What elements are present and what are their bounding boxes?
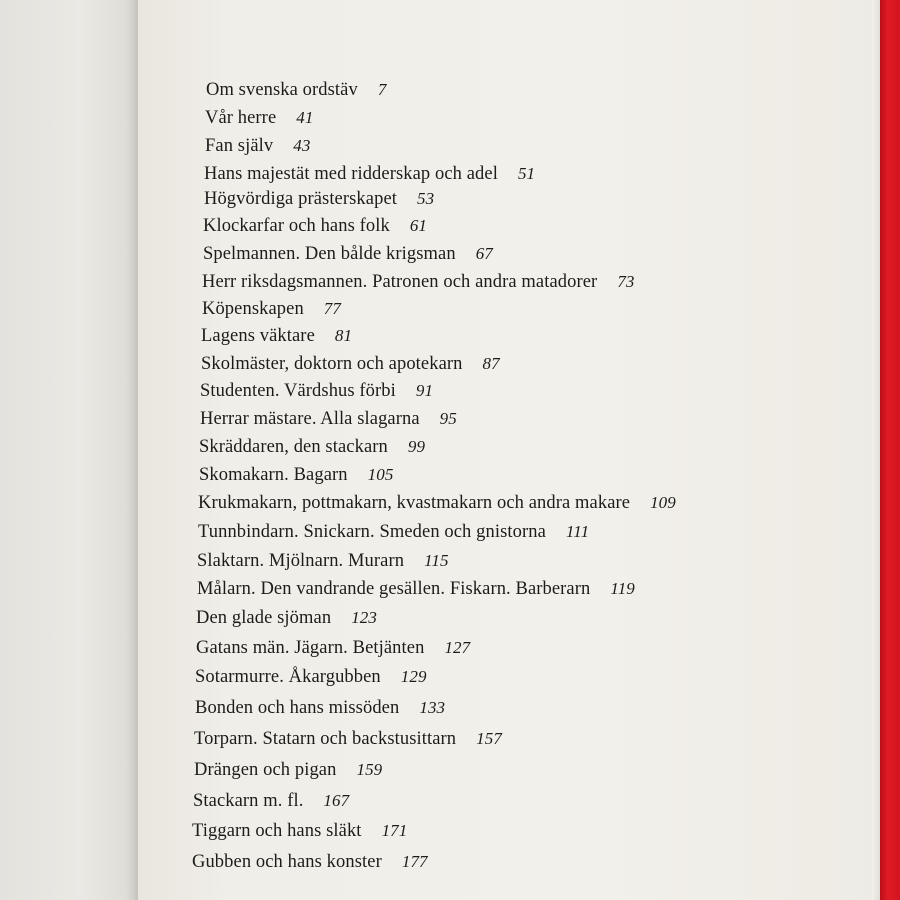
toc-entry — [195, 697, 445, 719]
toc-entry — [194, 728, 502, 750]
toc-entry — [197, 550, 449, 572]
toc-entry — [203, 243, 493, 265]
toc-entry-title: Lagens väktare — [201, 326, 315, 346]
toc-entry-page: 67 — [475, 244, 493, 263]
toc-entry-title: Skolmäster, doktorn och apotekarn — [201, 354, 463, 374]
toc-entry-title: Drängen och pigan — [194, 760, 337, 780]
toc-entry-title: Klockarfar och hans folk — [203, 216, 390, 236]
toc-entry — [205, 135, 310, 157]
toc-entry — [194, 759, 382, 781]
toc-entry — [200, 380, 433, 402]
toc-entry — [198, 521, 589, 543]
toc-entry-page: 43 — [293, 136, 311, 155]
toc-entry-title: Gubben och hans konster — [192, 852, 382, 872]
toc-entry-page: 41 — [296, 108, 314, 127]
toc-entry-title: Bonden och hans missöden — [195, 698, 400, 718]
toc-entry — [202, 271, 635, 293]
toc-entry — [204, 188, 434, 210]
toc-entry — [192, 851, 428, 873]
toc-entry-title: Högvördiga prästerskapet — [204, 189, 397, 209]
toc-entry-page: 73 — [617, 272, 635, 291]
toc-entry — [203, 215, 427, 237]
toc-entry — [201, 325, 352, 347]
toc-entry-page: 119 — [610, 579, 635, 598]
toc-entry-page: 95 — [439, 409, 457, 428]
toc-entry-title: Om svenska ordstäv — [206, 80, 358, 100]
toc-entry-title: Stackarn m. fl. — [193, 791, 304, 811]
toc-entry-page: 133 — [419, 698, 446, 717]
toc-entry-title: Krukmakarn, pottmakarn, kvastmakarn och andra makare — [198, 493, 631, 513]
toc-entry-page: 105 — [367, 465, 394, 484]
toc-entry-title: Slaktarn. Mjölnarn. Murarn — [197, 551, 405, 571]
toc-entry-page: 99 — [407, 437, 426, 456]
toc-entry — [197, 578, 635, 600]
toc-entry-page: 159 — [356, 760, 383, 779]
toc-entry-title: Herr riksdagsmannen. Patronen och andra matadorer — [202, 272, 598, 292]
toc-entry-title: Hans majestät med ridderskap och adel — [204, 164, 498, 184]
toc-entry-page: 115 — [424, 551, 449, 570]
toc-entry — [201, 353, 500, 375]
toc-entry-page: 157 — [476, 729, 502, 748]
toc-entry — [205, 107, 313, 129]
toc-entry — [202, 298, 341, 320]
toc-entry — [196, 637, 470, 659]
toc-entry — [196, 607, 377, 629]
toc-entry-page: 91 — [415, 381, 434, 400]
toc-entry-title: Sotarmurre. Åkargubben — [195, 667, 381, 687]
toc-entry-page: 177 — [401, 852, 428, 871]
toc-entry-title: Den glade sjöman — [196, 608, 332, 628]
toc-entry — [195, 666, 427, 688]
toc-entry-page: 167 — [323, 791, 350, 810]
toc-entry — [192, 820, 407, 842]
toc-entry-page: 77 — [323, 299, 341, 318]
toc-entry-page: 171 — [381, 821, 408, 840]
toc-entry-title: Herrar mästare. Alla slagarna — [200, 409, 420, 429]
toc-entry-page: 111 — [565, 522, 590, 541]
toc-entry-page: 127 — [444, 638, 471, 657]
toc-entry-title: Skomakarn. Bagarn — [199, 465, 348, 485]
toc-entry-page: 53 — [417, 189, 435, 208]
toc-entry-title: Vår herre — [205, 108, 277, 128]
toc-entry — [199, 436, 425, 458]
toc-entry-title: Torparn. Statarn och backstusittarn — [194, 729, 457, 749]
toc-entry-page: 87 — [482, 354, 500, 373]
toc-entry — [193, 790, 349, 812]
toc-entry-page: 61 — [409, 216, 428, 235]
toc-entry-title: Fan själv — [205, 136, 274, 156]
toc-entry — [198, 492, 676, 514]
toc-entry-title: Köpenskapen — [202, 299, 304, 319]
toc-entry-page: 109 — [650, 493, 676, 512]
toc-entry-title: Målarn. Den vandrande gesällen. Fiskarn. Barberarn — [197, 579, 591, 599]
toc-entry-page: 81 — [334, 326, 353, 345]
toc-entry-title: Spelmannen. Den bålde krigsman — [203, 244, 456, 264]
toc-entry-page: 7 — [377, 80, 387, 99]
toc-entry-page: 123 — [351, 608, 377, 627]
toc-entry-page: 129 — [400, 667, 427, 686]
toc-entry — [199, 464, 393, 486]
toc-entry-title: Studenten. Värdshus förbi — [200, 381, 396, 401]
toc-entry-title: Gatans män. Jägarn. Betjänten — [196, 638, 425, 658]
toc-entry-title: Tiggarn och hans släkt — [192, 821, 362, 841]
toc-entry — [206, 79, 386, 101]
toc-entry-page: 51 — [517, 164, 536, 183]
toc-entry-title: Tunnbindarn. Snickarn. Smeden och gnistorna — [198, 522, 546, 542]
toc-entry — [200, 408, 457, 430]
toc-entry — [204, 163, 535, 185]
toc-entry-title: Skräddaren, den stackarn — [199, 437, 388, 457]
